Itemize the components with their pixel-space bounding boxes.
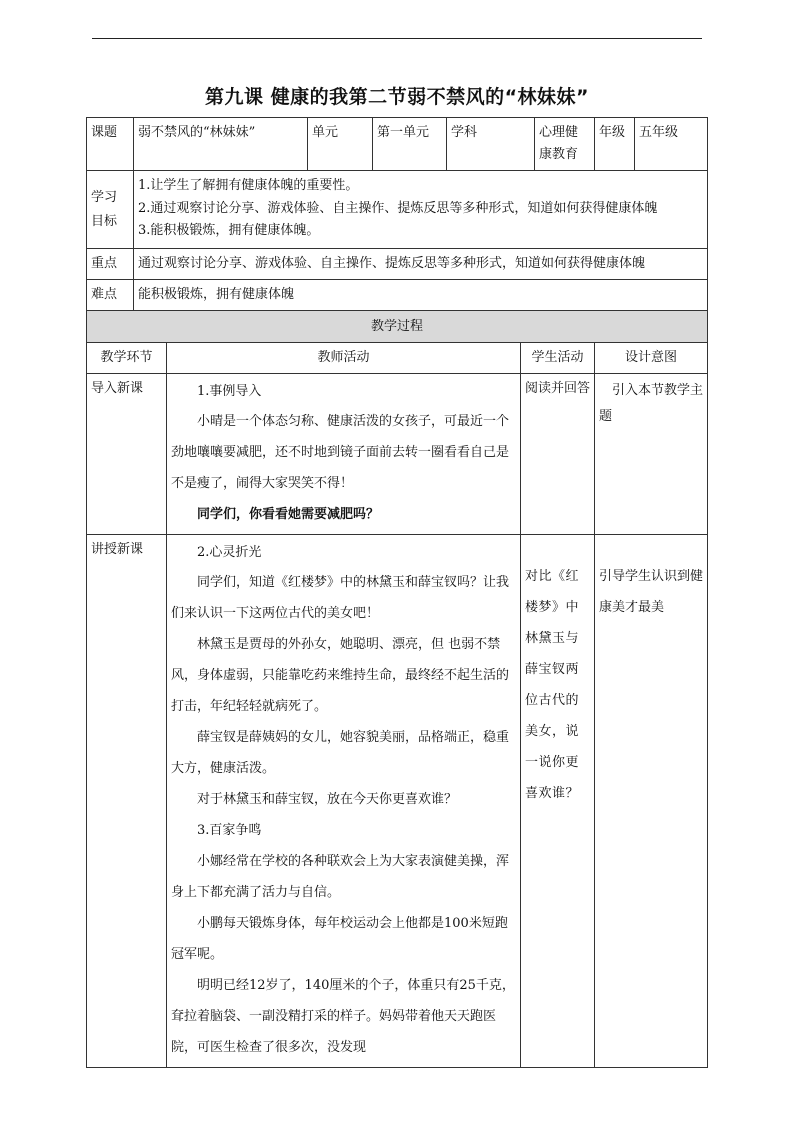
objective-item: 3.能积极锻炼，拥有健康体魄。 [138,223,320,238]
key-point-label: 重点 [87,249,134,280]
teacher-paragraph: 1.事例导入 [197,384,262,399]
column-header-stage: 教学环节 [87,343,167,374]
teacher-activity-cell [167,535,521,1068]
page-title: 第九课 健康的我第二节弱不禁风的“林妹妹” [204,86,590,108]
subject-value: 心理健康教育 [535,118,595,171]
teacher-activity-cell [167,374,521,535]
subject-label: 学科 [447,118,535,171]
column-header-student: 学生活动 [521,343,595,374]
header-rule [92,38,702,39]
teacher-paragraph: 2.心灵折光 [197,545,262,560]
difficult-point-label: 难点 [87,280,134,311]
teacher-paragraph: 明明已经12岁了，140厘米的个子，体重只有25千克，耷拉着脑袋、一副没精打采的样子。妈妈带着他天天跑医院，可医生检查了很多次，没发现 [171,978,515,1055]
topic-label: 课题 [87,118,134,171]
objectives-list [134,171,708,249]
difficult-point-value: 能积极锻炼，拥有健康体魄 [134,280,708,311]
key-point-row [87,249,708,280]
unit-value: 第一单元 [373,118,447,171]
teacher-paragraph: 林黛玉是贾母的外孙女，她聪明、漂亮，但 也弱不禁风，身体虚弱，只能靠吃药来维持生命，最终经不起生活的打击，年纪轻轻就病死了。 [171,637,510,714]
column-header-intent: 设计意图 [595,343,708,374]
lesson-plan-table [86,117,708,1068]
student-activity-cell: 对比《红楼梦》中林黛玉与薛宝钗两位古代的美女，说一说你更喜欢谁？ [521,535,595,1068]
table-row [87,374,708,535]
grade-value: 五年级 [635,118,708,171]
objectives-label: 学习目标 [87,171,134,249]
column-header-teacher: 教师活动 [167,343,521,374]
teacher-paragraph: 小娜经常在学校的各种联欢会上为大家表演健美操，浑身上下都充满了活力与自信。 [171,854,510,900]
objective-item: 2.通过观察讨论分享、游戏体验、自主操作、提炼反思等多种形式，知道如何获得健康体魄 [138,200,658,216]
teacher-paragraph: 3.百家争鸣 [197,823,262,838]
unit-label: 单元 [308,118,373,171]
objective-item: 1.让学生了解拥有健康体魄的重要性。 [138,178,359,193]
grade-label: 年级 [595,118,635,171]
stage-cell: 导入新课 [87,374,167,535]
objectives-row [87,171,708,249]
teacher-paragraph: 小鹏每天锻炼身体，每年校运动会上他都是100米短跑冠军呢。 [171,916,508,962]
table-row [87,535,708,1068]
student-activity-cell: 阅读并回答 [521,374,595,535]
teacher-paragraph: 薛宝钗是薛姨妈的女儿，她容貌美丽，品格端正，稳重大方，健康活泼。 [171,730,510,776]
design-intent-cell: 引入本节教学主题 [595,374,708,535]
process-header: 教学过程 [87,311,708,343]
info-row [87,118,708,171]
key-point-value: 通过观察讨论分享、游戏体验、自主操作、提炼反思等多种形式，知道如何获得健康体魄 [134,249,708,280]
column-header-row [87,343,708,374]
teacher-paragraph: 同学们，知道《红楼梦》中的林黛玉和薛宝钗吗？让我们来认识一下这两位古代的美女吧！ [171,575,510,621]
teacher-paragraph: 同学们，你看看她需要减肥吗？ [197,507,380,522]
design-intent-cell: 引导学生认识到健康美才最美 [595,535,708,1068]
difficult-point-row [87,280,708,311]
process-header-row [87,311,708,343]
teacher-paragraph: 小晴是一个体态匀称、健康活泼的女孩子，可最近一个劲地嚷嚷要减肥，还不时地到镜子面前去转一圈看看自己是不是瘦了，闹得大家哭笑不得！ [171,414,510,491]
stage-cell: 讲授新课 [87,535,167,1068]
teacher-paragraph: 对于林黛玉和薛宝钗，放在今天你更喜欢谁？ [197,792,458,807]
topic-value: 弱不禁风的“林妹妹” [134,118,308,171]
